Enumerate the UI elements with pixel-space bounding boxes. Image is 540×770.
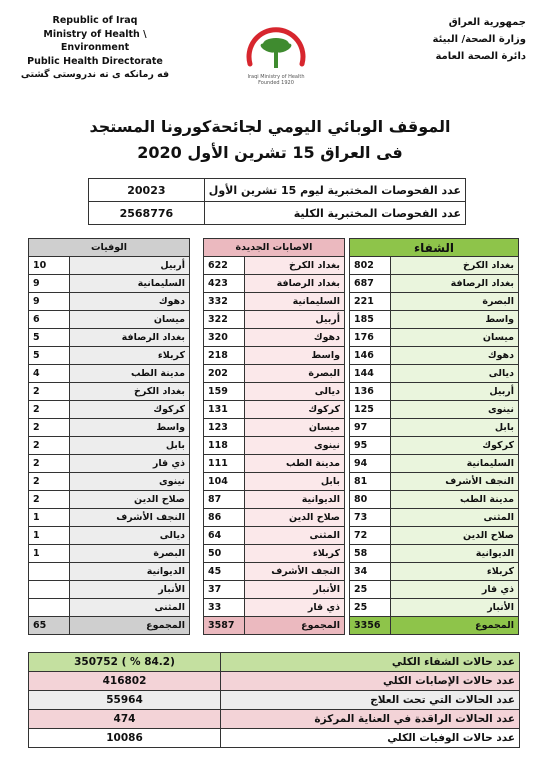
total-value: 3587 — [204, 617, 245, 635]
table-row — [350, 383, 519, 401]
governorate-name: كركوك — [391, 437, 519, 455]
header-ar-line: وزارة الصحة/ البيئة — [432, 34, 526, 45]
count-value: 10 — [29, 257, 70, 275]
governorate-name: المثنى — [391, 509, 519, 527]
governorate-name: النجف الأشرف — [245, 563, 345, 581]
governorate-name: نينوى — [70, 473, 190, 491]
table-row — [29, 473, 190, 491]
count-value: 9 — [29, 293, 70, 311]
count-value: 86 — [204, 509, 245, 527]
count-value: 320 — [204, 329, 245, 347]
count-value: 5 — [29, 347, 70, 365]
summary-table — [28, 652, 520, 748]
table-row — [204, 473, 345, 491]
governorate-name: السليمانية — [391, 455, 519, 473]
table-row — [350, 491, 519, 509]
governorate-name: أربيل — [70, 257, 190, 275]
governorate-name: السليمانية — [245, 293, 345, 311]
count-value: 802 — [350, 257, 391, 275]
page-subtitle: فى العراق 15 تشرين الأول 2020 — [137, 143, 403, 162]
table-row — [29, 275, 190, 293]
governorate-name: كركوك — [70, 401, 190, 419]
governorate-name: بابل — [391, 419, 519, 437]
count-value: 622 — [204, 257, 245, 275]
total-value: 3356 — [350, 617, 391, 635]
table-row — [204, 275, 345, 293]
governorate-name: أربيل — [391, 383, 519, 401]
total-label: المجموع — [391, 617, 519, 635]
governorate-name: المثنى — [70, 599, 190, 617]
table-row — [29, 257, 190, 275]
count-value: 33 — [204, 599, 245, 617]
governorate-name: واسط — [391, 311, 519, 329]
governorate-name: مدينة الطب — [391, 491, 519, 509]
header-en-line: Republic of Iraq — [52, 15, 138, 26]
table-row — [29, 329, 190, 347]
count-value: 95 — [350, 437, 391, 455]
logo-caption-line: Founded 1920 — [258, 80, 294, 86]
table-row — [204, 419, 345, 437]
table-header-row — [29, 239, 190, 257]
table-row — [29, 347, 190, 365]
count-value: 111 — [204, 455, 245, 473]
governorate-name: السليمانية — [70, 275, 190, 293]
summary-label: عدد حالات الإصابات الكلي — [221, 672, 520, 691]
table-row — [89, 179, 466, 202]
governorate-name: الديوانية — [245, 491, 345, 509]
governorate-name: الأنبار — [391, 599, 519, 617]
count-value: 176 — [350, 329, 391, 347]
count-value: 2 — [29, 401, 70, 419]
governorate-name: النجف الأشرف — [391, 473, 519, 491]
governorate-name: ذي قار — [245, 599, 345, 617]
summary-row — [29, 653, 520, 672]
governorate-name: بغداد الرصافة — [70, 329, 190, 347]
count-value: 131 — [204, 401, 245, 419]
count-value — [29, 581, 70, 599]
new-cases-table — [203, 238, 345, 635]
table-row — [29, 383, 190, 401]
table-row — [29, 455, 190, 473]
governorate-name: نينوى — [391, 401, 519, 419]
count-value: 146 — [350, 347, 391, 365]
table-header-row — [350, 239, 519, 257]
governorate-name: النجف الأشرف — [70, 509, 190, 527]
table-row — [350, 257, 519, 275]
table-row — [29, 509, 190, 527]
summary-value: 10086 — [29, 729, 221, 748]
count-value — [29, 563, 70, 581]
recoveries-table — [349, 238, 519, 635]
governorate-name: الأنبار — [245, 581, 345, 599]
governorate-name: بغداد الرصافة — [391, 275, 519, 293]
governorate-name: الأنبار — [70, 581, 190, 599]
logo-caption-line: Iraqi Ministry of Health — [247, 74, 305, 80]
count-value: 118 — [204, 437, 245, 455]
table-row — [350, 293, 519, 311]
summary-label: عدد الحالات التي تحت العلاج — [221, 691, 520, 710]
governorate-name: كربلاء — [70, 347, 190, 365]
table-row — [204, 545, 345, 563]
table-row — [204, 383, 345, 401]
governorate-name: بغداد الكرخ — [245, 257, 345, 275]
count-value: 332 — [204, 293, 245, 311]
tests-total-value: 2568776 — [89, 202, 205, 225]
header-english — [10, 14, 180, 82]
header-arabic — [396, 14, 526, 65]
governorate-name: دهوك — [245, 329, 345, 347]
governorate-name: البصرة — [245, 365, 345, 383]
table-row — [350, 419, 519, 437]
total-label: المجموع — [245, 617, 345, 635]
governorate-name: مدينة الطب — [245, 455, 345, 473]
governorate-name: مدينة الطب — [70, 365, 190, 383]
governorate-name: ديالى — [245, 383, 345, 401]
table-row — [204, 329, 345, 347]
governorate-name: نينوى — [245, 437, 345, 455]
tests-total-label: عدد الفحوصات المختبرية الكلية — [204, 202, 465, 225]
table-row — [350, 329, 519, 347]
count-value: 87 — [204, 491, 245, 509]
count-value: 80 — [350, 491, 391, 509]
governorate-name: الديوانية — [70, 563, 190, 581]
summary-value: 416802 — [29, 672, 221, 691]
count-value: 2 — [29, 419, 70, 437]
table-row — [350, 545, 519, 563]
count-value: 2 — [29, 383, 70, 401]
count-value: 25 — [350, 599, 391, 617]
table-row — [204, 455, 345, 473]
governorate-name: ديالى — [391, 365, 519, 383]
count-value: 5 — [29, 329, 70, 347]
logo-caption — [238, 74, 314, 86]
table-row — [29, 491, 190, 509]
table-header-row — [204, 239, 345, 257]
table-row — [350, 401, 519, 419]
table-row — [350, 437, 519, 455]
table-row — [350, 581, 519, 599]
governorate-name: واسط — [245, 347, 345, 365]
governorate-name: البصرة — [70, 545, 190, 563]
count-value: 6 — [29, 311, 70, 329]
governorate-name: ذي قار — [70, 455, 190, 473]
header-en-line: Ministry of Health \ Environment — [43, 28, 147, 53]
count-value: 64 — [204, 527, 245, 545]
summary-label: عدد حالات الشفاء الكلي — [221, 653, 520, 672]
count-value: 34 — [350, 563, 391, 581]
table-row — [350, 599, 519, 617]
total-value: 65 — [29, 617, 70, 635]
page-title: الموقف الوبائي اليومي لجائحةكورونا المستجد — [89, 117, 451, 136]
count-value: 45 — [204, 563, 245, 581]
count-value — [29, 599, 70, 617]
header-ar-line: جمهورية العراق — [448, 17, 526, 28]
count-value: 218 — [204, 347, 245, 365]
summary-value: 474 — [29, 710, 221, 729]
summary-row — [29, 710, 520, 729]
deaths-header: الوفيات — [29, 239, 190, 257]
governorate-name: ديالى — [70, 527, 190, 545]
table-row — [204, 581, 345, 599]
table-row — [204, 311, 345, 329]
total-label: المجموع — [70, 617, 190, 635]
count-value: 72 — [350, 527, 391, 545]
governorate-name: بابل — [70, 437, 190, 455]
count-value: 125 — [350, 401, 391, 419]
total-row — [350, 617, 519, 635]
count-value: 322 — [204, 311, 245, 329]
count-value: 136 — [350, 383, 391, 401]
governorate-name: دهوك — [70, 293, 190, 311]
count-value: 202 — [204, 365, 245, 383]
governorate-name: كربلاء — [245, 545, 345, 563]
table-row — [204, 563, 345, 581]
table-row — [350, 473, 519, 491]
governorate-name: ميسان — [245, 419, 345, 437]
tests-daily-label: عدد الفحوصات المختبرية ليوم 15 تشرين الأول — [204, 179, 465, 202]
table-row — [29, 581, 190, 599]
deaths-table — [28, 238, 190, 635]
summary-value: 55964 — [29, 691, 221, 710]
table-row — [350, 563, 519, 581]
table-row — [89, 202, 466, 225]
total-row — [204, 617, 345, 635]
table-row — [204, 437, 345, 455]
count-value: 2 — [29, 455, 70, 473]
governorate-name: واسط — [70, 419, 190, 437]
table-row — [350, 311, 519, 329]
table-row — [29, 365, 190, 383]
governorate-name: صلاح الدين — [70, 491, 190, 509]
header-en-line: Public Health Directorate — [27, 55, 163, 67]
table-row — [350, 275, 519, 293]
count-value: 423 — [204, 275, 245, 293]
governorate-name: كركوك — [245, 401, 345, 419]
count-value: 73 — [350, 509, 391, 527]
governorate-name: المثنى — [245, 527, 345, 545]
table-row — [350, 509, 519, 527]
table-row — [29, 599, 190, 617]
count-value: 144 — [350, 365, 391, 383]
governorate-name: ذي قار — [391, 581, 519, 599]
count-value: 2 — [29, 473, 70, 491]
summary-row — [29, 691, 520, 710]
table-row — [204, 509, 345, 527]
count-value: 9 — [29, 275, 70, 293]
table-row — [350, 365, 519, 383]
table-row — [204, 347, 345, 365]
governorate-name: بابل — [245, 473, 345, 491]
governorate-name: دهوك — [391, 347, 519, 365]
count-value: 2 — [29, 437, 70, 455]
tests-table — [88, 178, 466, 225]
table-row — [204, 365, 345, 383]
count-value: 50 — [204, 545, 245, 563]
summary-value: 350752 ( % 84.2) — [29, 653, 221, 672]
count-value: 123 — [204, 419, 245, 437]
count-value: 1 — [29, 545, 70, 563]
count-value: 97 — [350, 419, 391, 437]
table-row — [204, 401, 345, 419]
count-value: 25 — [350, 581, 391, 599]
table-row — [350, 527, 519, 545]
table-row — [29, 437, 190, 455]
count-value: 58 — [350, 545, 391, 563]
governorate-name: بغداد الكرخ — [70, 383, 190, 401]
governorate-name: ميسان — [70, 311, 190, 329]
count-value: 4 — [29, 365, 70, 383]
table-row — [204, 491, 345, 509]
governorate-name: بغداد الكرخ — [391, 257, 519, 275]
table-row — [29, 527, 190, 545]
table-row — [29, 419, 190, 437]
summary-label: عدد حالات الوفيات الكلي — [221, 729, 520, 748]
count-value: 687 — [350, 275, 391, 293]
header-en-line: فه رمانكه ى ته ندروستى گشتى — [20, 69, 170, 80]
table-row — [29, 563, 190, 581]
count-value: 94 — [350, 455, 391, 473]
summary-label: عدد الحالات الراقدة في العناية المركزة — [221, 710, 520, 729]
governorate-name: البصرة — [391, 293, 519, 311]
table-row — [204, 257, 345, 275]
table-row — [29, 293, 190, 311]
table-row — [204, 599, 345, 617]
table-row — [204, 293, 345, 311]
summary-row — [29, 672, 520, 691]
governorate-name: كربلاء — [391, 563, 519, 581]
table-row — [204, 527, 345, 545]
recoveries-header: الشفاء — [350, 239, 519, 257]
header-ar-line: دائرة الصحة العامة — [435, 51, 526, 62]
tests-daily-value: 20023 — [89, 179, 205, 202]
count-value: 104 — [204, 473, 245, 491]
table-row — [29, 545, 190, 563]
governorate-name: بغداد الرصافة — [245, 275, 345, 293]
count-value: 2 — [29, 491, 70, 509]
table-row — [350, 455, 519, 473]
governorate-name: الديوانية — [391, 545, 519, 563]
table-row — [350, 347, 519, 365]
governorate-name: ميسان — [391, 329, 519, 347]
table-row — [29, 311, 190, 329]
count-value: 81 — [350, 473, 391, 491]
new-cases-header: الاصابات الجديدة — [204, 239, 345, 257]
count-value: 1 — [29, 509, 70, 527]
governorate-name: صلاح الدين — [391, 527, 519, 545]
count-value: 221 — [350, 293, 391, 311]
count-value: 1 — [29, 527, 70, 545]
total-row — [29, 617, 190, 635]
count-value: 37 — [204, 581, 245, 599]
governorate-name: صلاح الدين — [245, 509, 345, 527]
count-value: 185 — [350, 311, 391, 329]
summary-row — [29, 729, 520, 748]
table-row — [29, 401, 190, 419]
count-value: 159 — [204, 383, 245, 401]
governorate-name: أربيل — [245, 311, 345, 329]
